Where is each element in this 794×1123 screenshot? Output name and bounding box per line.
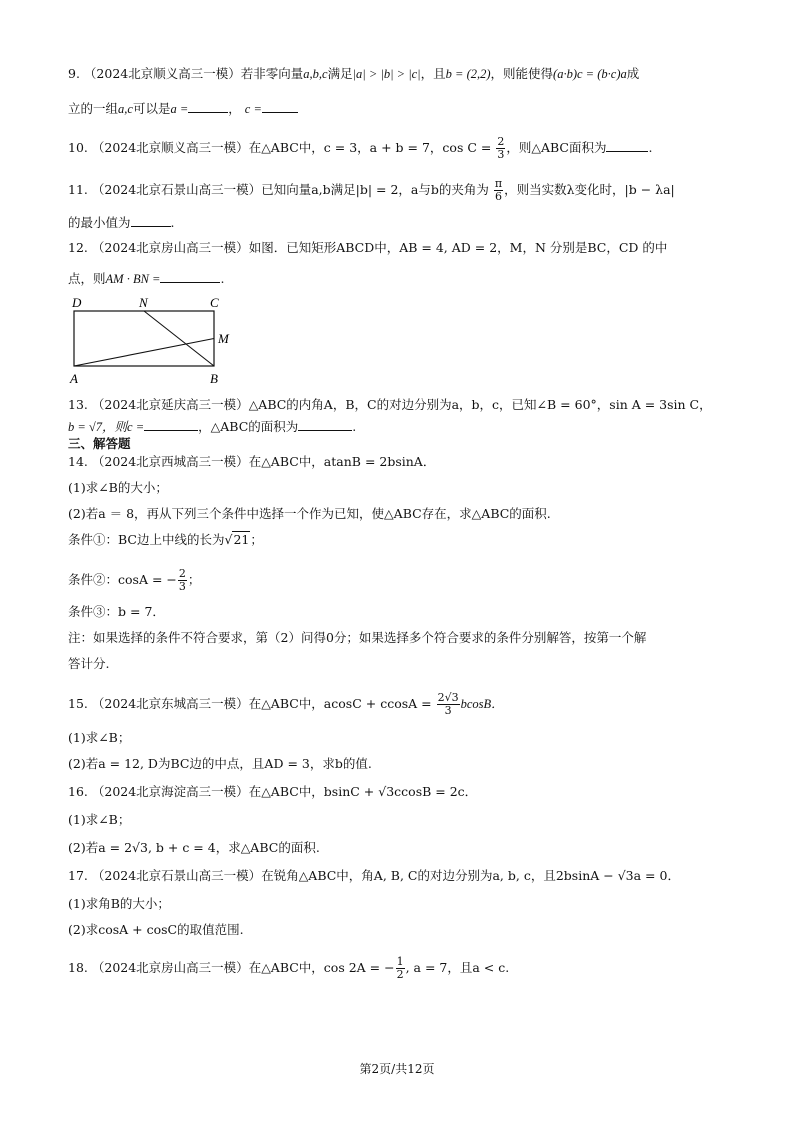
q14-c1-sqrt: 21 xyxy=(233,532,250,547)
q9-line2-a: 立的一组 xyxy=(68,101,119,116)
q11-fraction: $\frac{\pi}{6}$ xyxy=(494,177,503,203)
q14-text: 在△ABC中，atanB = 2bsinA． xyxy=(248,454,436,469)
q15-fraction: $\frac{2√3}{3}$ xyxy=(437,691,459,717)
label-m: M xyxy=(218,331,229,346)
q15-part2: (2)若a = 12, D为BC边的中点，且AD = 3，求b的值. xyxy=(68,756,372,771)
segment-am xyxy=(74,339,214,367)
q12-line2: 点，则AM · BN = . xyxy=(68,271,225,286)
q16-source: （2024北京海淀高三一模） xyxy=(91,784,249,799)
page-number-footer: 第2页/共12页 xyxy=(359,1062,435,1076)
q9-equation: (a·b)c = (b·c)a xyxy=(553,67,627,81)
q14-c2-text: cosA = − xyxy=(118,572,177,587)
q14-number: 14. xyxy=(68,454,88,469)
q9-number: 9. xyxy=(68,66,80,81)
q13-line1 xyxy=(68,397,728,413)
q13-source: （2024北京延庆高三一模） xyxy=(91,397,249,412)
q9-answer-blank-a[interactable] xyxy=(188,100,228,113)
q15-line xyxy=(68,692,728,717)
q12-expression: AM · BN = xyxy=(105,272,161,286)
q10-answer-blank[interactable] xyxy=(606,139,648,152)
q18-fraction: $\frac{1}{2}$ xyxy=(396,955,404,981)
q15-text: 在△ABC中，acosC + ccosA = xyxy=(248,696,432,711)
q9-line2: 立的一组a,c可以是a = ， c = xyxy=(68,100,728,117)
q14-condition-3 xyxy=(68,604,728,620)
q14-line xyxy=(68,454,728,470)
q9-text-b: 满足 xyxy=(327,66,353,81)
q13-number: 13. xyxy=(68,397,88,412)
q9-a-eq: a = xyxy=(170,102,189,116)
q11-line2: 的最小值为 . xyxy=(68,215,175,230)
q10-line: 10. （2024北京顺义高三一模）在△ABC中，c = 3，a + b = 7，cos C = $\frac{2}{3}$ ，则△ABC面积为 . xyxy=(68,135,653,161)
q11-source: （2024北京石景山高三一模） xyxy=(91,182,262,197)
q10-text-end: ，则△ABC面积为 xyxy=(506,140,607,155)
q18-text-end: , a = 7，且a < c. xyxy=(405,960,510,975)
q9-text-d: ，则能使得 xyxy=(490,66,554,81)
section-heading: 三、解答题 xyxy=(68,436,131,451)
q10-text: 在△ABC中，c = 3，a + b = 7，cos C = xyxy=(248,140,492,155)
q16-number: 16. xyxy=(68,784,88,799)
q16-text: 在△ABC中，bsinC + √3ccosB = 2c． xyxy=(248,784,478,799)
q14-c3-text: b = 7． xyxy=(118,604,165,619)
q11-text-end: ，则当实数λ变化时，|b − λa| xyxy=(504,182,675,197)
q11-number: 11. xyxy=(68,182,88,197)
q15-text-end: bcosB． xyxy=(460,697,504,711)
q17-part1: (1)求角B的大小； xyxy=(68,896,170,911)
q9-c-eq: c = xyxy=(244,102,262,116)
q14-source: （2024北京西城高三一模） xyxy=(91,454,249,469)
label-c: C xyxy=(210,295,219,310)
q9-line1 xyxy=(68,66,728,82)
q15-part1: (1)求∠B； xyxy=(68,730,131,745)
q9-answer-blank-c[interactable] xyxy=(262,100,298,113)
q18-line xyxy=(68,956,728,981)
q14-part2: (2)若a ＝ 8，再从下列三个条件中选择一个作为已知，使△ABC存在，求△ABC的面积. xyxy=(68,506,551,521)
q13-line2: b = √7，则c = ，△ABC的面积为 . xyxy=(68,419,357,434)
q18-source: （2024北京房山高三一模） xyxy=(91,960,249,975)
q9-vectors: a,b,c xyxy=(303,67,328,81)
q18-text: 在△ABC中，cos 2A = − xyxy=(248,960,395,975)
q17-number: 17. xyxy=(68,868,88,883)
q9-condition: |a| > |b| > |c| xyxy=(352,67,421,81)
q10-fraction: $\frac{2}{3}$ xyxy=(497,135,505,161)
rectangle-abcd xyxy=(74,311,214,366)
q14-part1: (1)求∠B的大小； xyxy=(68,480,168,495)
q17-source: （2024北京石景山高三一模） xyxy=(91,868,262,883)
q9-line2-b: 可以是 xyxy=(132,101,171,116)
q12-answer-blank[interactable] xyxy=(160,270,220,283)
q9-line2-vec: a,c xyxy=(118,102,133,116)
q11-line1 xyxy=(68,178,728,203)
q9-text-c: ，且 xyxy=(420,66,446,81)
q14-c2-fraction: $\frac{2}{3}$ xyxy=(178,567,186,593)
q13-answer-blank-c[interactable] xyxy=(144,418,198,431)
q14-condition-1: 条件①：BC边上中线的长为√21； xyxy=(68,532,263,547)
q11-line2: 的最小值为 xyxy=(68,215,131,230)
q11-answer-blank[interactable] xyxy=(131,214,171,227)
q18-number: 18. xyxy=(68,960,88,975)
q9-bvec: b = (2,2) xyxy=(445,67,491,81)
q10-source: （2024北京顺义高三一模） xyxy=(91,140,249,155)
q10-number: 10. xyxy=(68,140,88,155)
q14-condition-2: 条件②：cosA = − $\frac{2}{3}$ ； xyxy=(68,567,201,593)
q17-line xyxy=(68,868,728,884)
q11-text: 已知向量a,b满足|b| = 2，a与b的夹角为 xyxy=(261,182,489,197)
label-n: N xyxy=(139,295,148,310)
label-a: A xyxy=(70,371,78,386)
q14-note-line2: 答计分. xyxy=(68,656,110,671)
q13-text: △ABC的内角A，B，C的对边分别为a，b，c，已知∠B = 60°，sin A = 3sin C， xyxy=(248,397,712,412)
q12-line1 xyxy=(68,240,728,256)
q17-text: 在锐角△ABC中，角A, B, C的对边分别为a, b, c，且2bsinA − √3a = 0． xyxy=(261,868,680,883)
q12-line2: 点，则 xyxy=(68,271,106,286)
q12-text: 如图．已知矩形ABCD中，AB = 4, AD = 2，M，N 分别是BC，CD 的中 xyxy=(248,240,668,255)
q12-number: 12. xyxy=(68,240,88,255)
q14-note-line1: 注：如果选择的条件不符合要求，第（2）问得0分；如果选择多个符合要求的条件分别解答，按第一个解 xyxy=(68,630,647,645)
q16-line xyxy=(68,784,728,800)
q14-c1-text: BC边上中线的长为 xyxy=(118,532,225,547)
q13-line2-b: ，△ABC的面积为 xyxy=(198,419,299,434)
label-d: D xyxy=(72,295,82,310)
q12-source: （2024北京房山高三一模） xyxy=(91,240,249,255)
q9-source: （2024北京顺义高三一模） xyxy=(83,66,241,81)
q16-part1: (1)求∠B； xyxy=(68,812,131,827)
q9-text-a: 若非零向量 xyxy=(240,66,304,81)
q14-c1-label: 条件①： xyxy=(68,532,119,547)
q14-c3-label: 条件③： xyxy=(68,604,119,619)
segment-bn xyxy=(144,311,214,366)
q13-line2-a: b = √7，则c = xyxy=(68,420,145,434)
rectangle-abcd-figure xyxy=(68,294,238,388)
q16-part2: (2)若a = 2√3, b + c = 4，求△ABC的面积. xyxy=(68,840,320,855)
q15-number: 15. xyxy=(68,696,88,711)
q14-c2-label: 条件②： xyxy=(68,572,119,587)
q17-part2: (2)求cosA + cosC的取值范围. xyxy=(68,922,244,937)
q15-source: （2024北京东城高三一模） xyxy=(91,696,249,711)
q9-text-e: 成 xyxy=(626,66,640,81)
q13-answer-blank-area[interactable] xyxy=(298,418,352,431)
label-b: B xyxy=(210,371,218,386)
